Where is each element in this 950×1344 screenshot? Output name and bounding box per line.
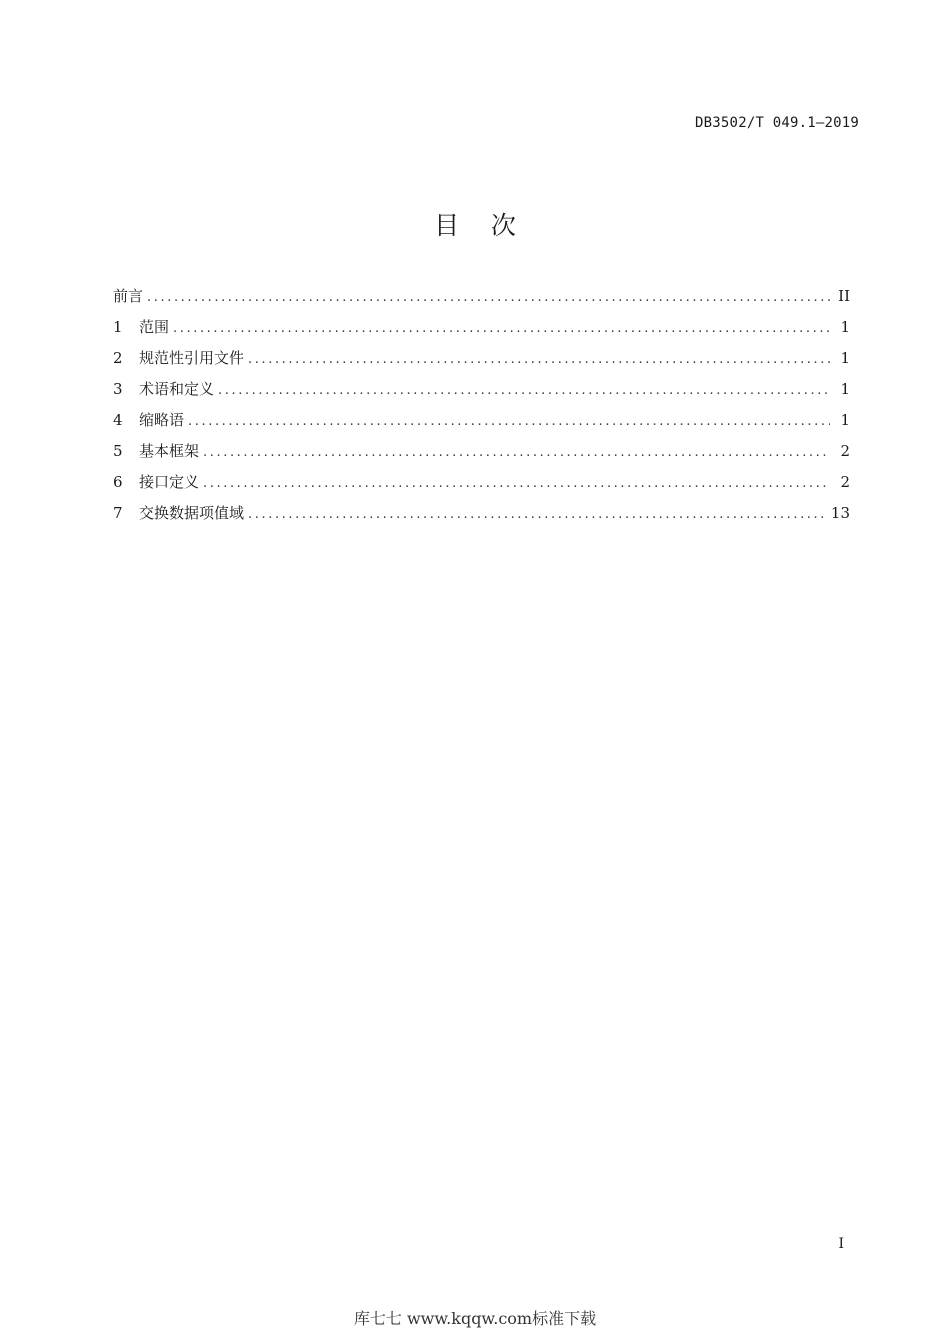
toc-leader-dots — [248, 507, 823, 522]
toc-entry-1[interactable] — [113, 316, 850, 347]
toc-entry-page: 1 — [840, 349, 850, 367]
toc-entry-number: 6 — [113, 473, 123, 491]
toc-entry-foreword[interactable] — [113, 285, 850, 316]
toc-leader-dots — [248, 352, 830, 367]
footer-watermark-text: 库七七 www.kqqw.com标准下载 — [353, 1309, 597, 1328]
page-number: I — [838, 1236, 844, 1252]
toc-entry-label: 规范性引用文件 — [139, 349, 245, 367]
toc-entry-number: 7 — [113, 504, 123, 522]
toc-entry-label: 缩略语 — [139, 411, 185, 429]
toc-entry-page: 1 — [840, 380, 850, 398]
document-code: DB3502/T 049.1—2019 — [695, 115, 859, 131]
toc-entry-label: 交换数据项值域 — [139, 504, 245, 522]
toc-entry-6[interactable] — [113, 471, 850, 502]
toc-leader-dots — [218, 383, 830, 398]
toc-entry-4[interactable] — [113, 409, 850, 440]
toc-entry-label: 前言 — [113, 287, 144, 305]
toc-entry-number: 1 — [113, 318, 123, 336]
toc-leader-dots — [203, 445, 830, 460]
toc-entry-label: 接口定义 — [139, 473, 200, 491]
toc-entry-page: II — [838, 287, 850, 305]
toc-entry-number: 3 — [113, 380, 123, 398]
toc-entry-number: 4 — [113, 411, 123, 429]
toc-entry-5[interactable] — [113, 440, 850, 471]
toc-leader-dots — [203, 476, 830, 491]
toc-entry-label: 范围 — [139, 318, 170, 336]
toc-entry-page: 2 — [840, 442, 850, 460]
toc-entry-page: 13 — [830, 504, 850, 522]
toc-entry-7[interactable] — [113, 502, 850, 533]
toc-entry-page: 1 — [840, 411, 850, 429]
toc-leader-dots — [173, 321, 830, 336]
toc-entry-page: 2 — [840, 473, 850, 491]
toc-entry-2[interactable] — [113, 347, 850, 378]
toc-entry-label: 术语和定义 — [139, 380, 215, 398]
toc-title: 目 次 — [434, 211, 516, 240]
toc-entry-number: 2 — [113, 349, 123, 367]
toc-entry-3[interactable] — [113, 378, 850, 409]
toc-entry-page: 1 — [840, 318, 850, 336]
toc-entry-number: 5 — [113, 442, 123, 460]
toc-leader-dots — [188, 414, 830, 429]
toc-list — [113, 285, 850, 533]
toc-leader-dots — [147, 290, 830, 305]
toc-entry-label: 基本框架 — [139, 442, 200, 460]
